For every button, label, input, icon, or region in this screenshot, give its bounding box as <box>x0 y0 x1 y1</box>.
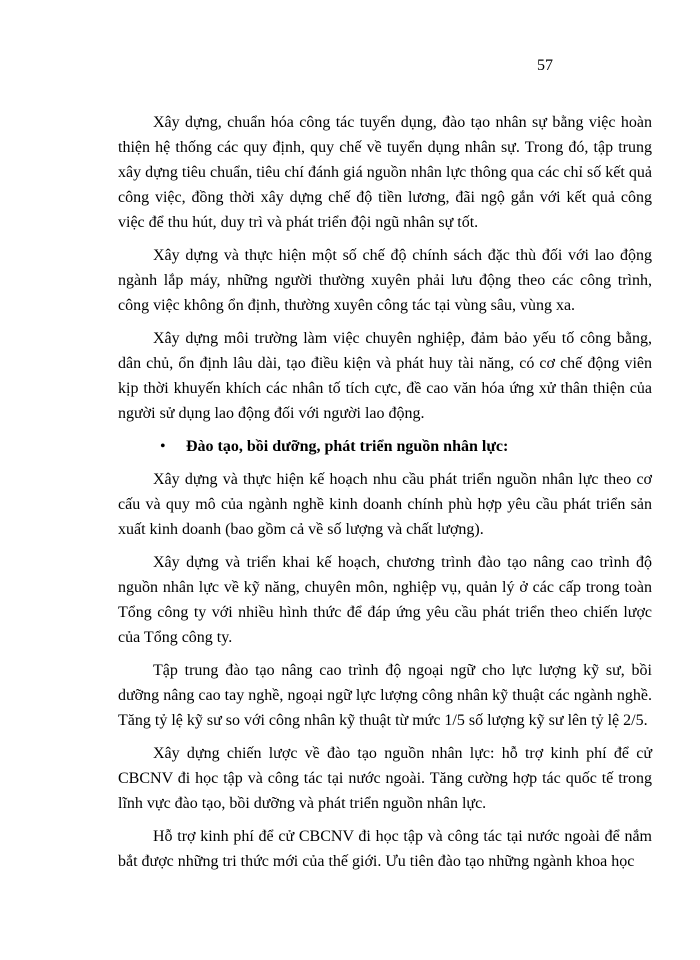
paragraph-foreign-language-training: Tập trung đào tạo nâng cao trình độ ngoại ngữ cho lực lượng kỹ sư, bồi dưỡng nâng cao tay nghề, ngoại ngữ lực lượng công nhân kỹ thuật các ngành nghề. Tăng tỷ lệ kỹ sư so với công nhân kỹ thuật từ mức 1/5 số lượng kỹ sư lên tỷ lệ 2/5. <box>118 662 652 729</box>
paragraph-funding-support: Hỗ trợ kinh phí để cử CBCNV đi học tập và công tác tại nước ngoài để nắm bắt được những tri thức mới của thế giới. Ưu tiên đào tạo những ngành khoa học <box>118 828 652 870</box>
paragraph-training-strategy: Xây dựng chiến lược về đào tạo nguồn nhân lực: hỗ trợ kinh phí để cử CBCNV đi học tập và công tác tại nước ngoài. Tăng cường hợp tác quốc tế trong lĩnh vực đào tạo, bồi dưỡng và phát triển nguồn nhân lực. <box>118 745 652 812</box>
page-number: 57 <box>537 57 553 74</box>
paragraph-hr-development-plan: Xây dựng và thực hiện kế hoạch nhu cầu phát triển nguồn nhân lực theo cơ cấu và quy mô của ngành nghề kinh doanh chính phù hợp yêu cầu phát triển sản xuất kinh doanh (bao gồm cả về số lượng và chất lượng). <box>118 471 652 538</box>
paragraph-training-program: Xây dựng và triển khai kế hoạch, chương trình đào tạo nâng cao trình độ nguồn nhân lực về kỹ năng, chuyên môn, nghiệp vụ, quản lý ở các cấp trong toàn Tổng công ty với nhiều hình thức để đáp ứng yêu cầu phát triển theo chiến lược của Tổng công ty. <box>118 554 652 646</box>
paragraph-work-environment: Xây dựng môi trường làm việc chuyên nghiệp, đảm bảo yếu tố công bằng, dân chủ, ổn định lâu dài, tạo điều kiện và phát huy tài năng, có cơ chế động viên kịp thời khuyến khích các nhân tố tích cực, đề cao văn hóa ứng xử thân thiện của người sử dụng lao động đối với người lao động. <box>118 330 652 422</box>
section-heading <box>118 434 652 459</box>
body-text <box>118 110 652 882</box>
paragraph-recruitment-standardization: Xây dựng, chuẩn hóa công tác tuyển dụng, đào tạo nhân sự bằng việc hoàn thiện hệ thống các quy định, quy chế về tuyển dụng nhân sự. Trong đó, tập trung xây dựng tiêu chuẩn, tiêu chí đánh giá nguồn nhân lực thông qua các chỉ số kết quả công việc, đồng thời xây dựng chế độ tiền lương, đãi ngộ gắn với kết quả công việc để thu hút, duy trì và phát triển đội ngũ nhân sự tốt. <box>118 114 652 231</box>
section-heading-text: Đào tạo, bồi dưỡng, phát triển nguồn nhân lực: <box>186 438 509 455</box>
paragraph-special-policies: Xây dựng và thực hiện một số chế độ chính sách đặc thù đối với lao động ngành lắp máy, những người thường xuyên phải lưu động theo các công trình, công việc không ổn định, thường xuyên công tác tại vùng sâu, vùng xa. <box>118 247 652 314</box>
bullet-icon: • <box>160 438 166 455</box>
